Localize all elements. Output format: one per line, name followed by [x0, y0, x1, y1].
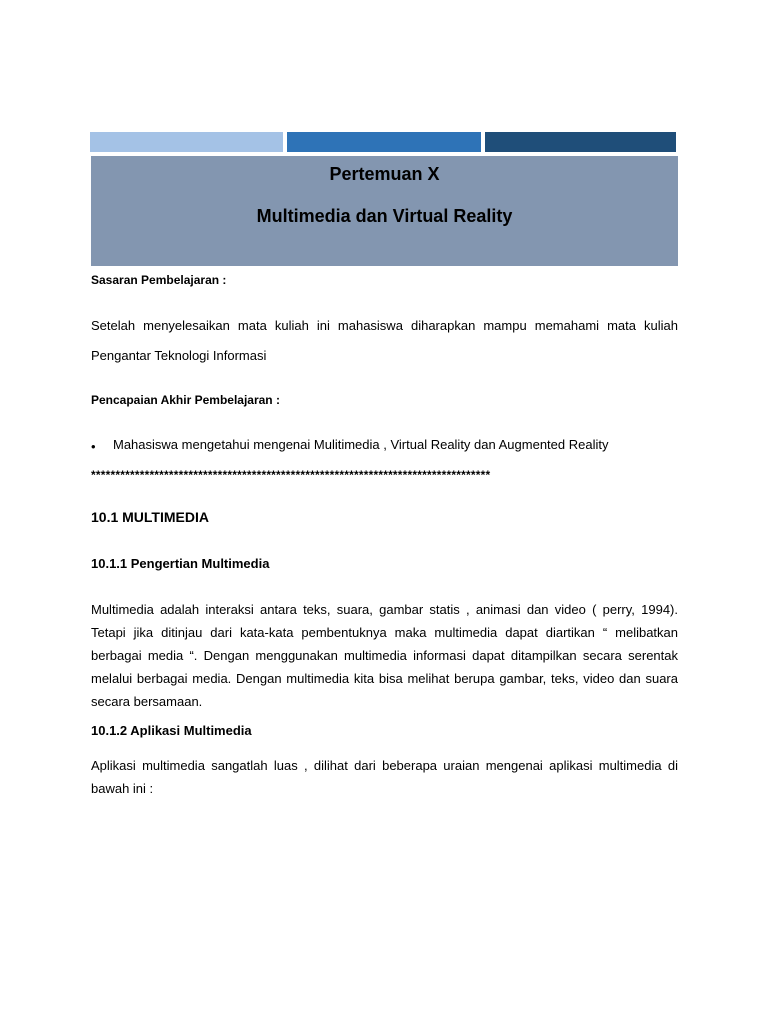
- sasaran-line-1: Setelah menyelesaikan mata kuliah ini mahasiswa diharapkan mampu memahami mata kuliah: [91, 318, 678, 333]
- subsection-2-body: Aplikasi multimedia sangatlah luas , dilihat dari beberapa uraian mengenai aplikasi multimedia di bawah ini :: [91, 758, 678, 796]
- header-bar-light: [90, 132, 283, 152]
- page-title: Pertemuan X: [329, 164, 440, 184]
- pencapaian-bullet-text: Mahasiswa mengetahui mengenai Mulitimedia , Virtual Reality dan Augmented Reality: [113, 437, 609, 452]
- header-bar-dark: [485, 132, 676, 152]
- section-heading: 10.1 MULTIMEDIA: [91, 509, 209, 525]
- header-color-bars: [87, 130, 679, 154]
- subsection-2-heading: 10.1.2 Aplikasi Multimedia: [91, 723, 252, 738]
- subsection-1-body: Multimedia adalah interaksi antara teks, suara, gambar statis , animasi dan video ( perry, 1994). Tetapi jika ditinjau dari kata-kata pembentuknya maka multimedia dapat diartikan “ melibatkan berbagai media “. Dengan menggunakan multimedia informasi dapat ditampilkan secara serentak melalui berbagai media. Dengan multimedia kita bisa melihat berupa gambar, teks, video dan suara secara bersamaan.: [91, 602, 678, 709]
- title-box: [91, 156, 678, 266]
- page-subtitle: Multimedia dan Virtual Reality: [256, 206, 513, 226]
- subsection-1-heading: 10.1.1 Pengertian Multimedia: [91, 556, 270, 571]
- separator-line: **********************************************************************************: [91, 468, 491, 482]
- header-bar-medium: [287, 132, 481, 152]
- sasaran-line-2: Pengantar Teknologi Informasi: [91, 348, 267, 363]
- bullet-icon: •: [91, 439, 96, 454]
- pencapaian-label: Pencapaian Akhir Pembelajaran :: [91, 393, 280, 407]
- sasaran-label: Sasaran Pembelajaran :: [91, 273, 227, 287]
